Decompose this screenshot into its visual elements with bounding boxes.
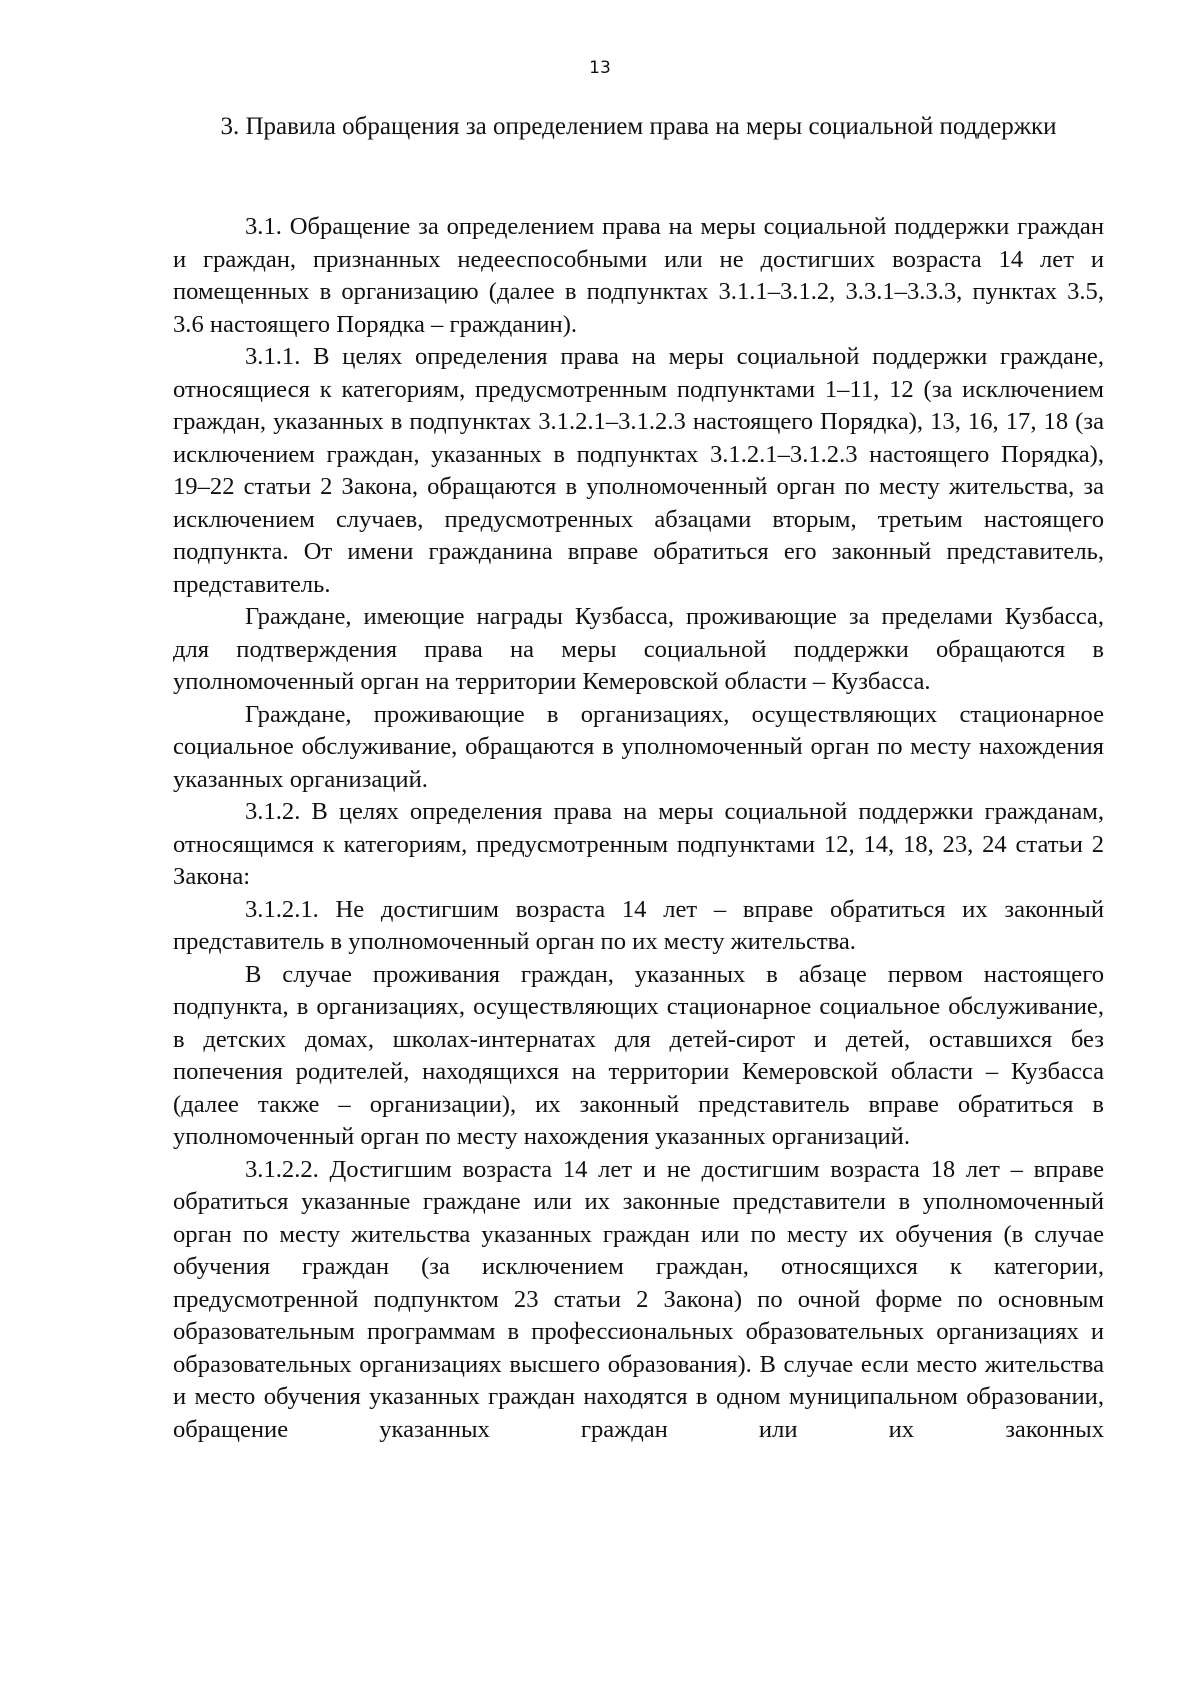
paragraph-3-1-1: 3.1.1. В целях определения права на меры социальной поддержки граждане, относящиеся к категориям, предусмотренным подпунктами 1–11, 12 (за исключением граждан, указанных в подпунктах 3.1.2.1–3.1.2.3 настоящего Порядка), 13, 16, 17, 18 (за исключением граждан, указанных в подпунктах 3.1.2.1–3.1.2.3 настоящего Порядка), 19–22 статьи 2 Закона, обращаются в уполномоченный орган по месту жительства, за исключением случаев, предусмотренных абзацами вторым, третьим настоящего подпункта. От имени гражданина вправе обратиться его законный представитель, представитель. bbox=[173, 343, 1104, 598]
paragraph-awards-kuzbass: Граждане, имеющие награды Кузбасса, проживающие за пределами Кузбасса, для подтверждения права на меры социальной поддержки обращаются в уполномоченный орган на территории Кемеровской области – Кузбасса. bbox=[173, 603, 1104, 695]
paragraph-organizations: В случае проживания граждан, указанных в абзаце первом настоящего подпункта, в организациях, осуществляющих стационарное социальное обслуживание, в детских домах, школах-интернатах для детей-сирот и детей, оставшихся без попечения родителей, находящихся на территории Кемеровской области – Кузбасса (далее также – организации), их законный представитель вправе обратиться в уполномоченный орган по месту нахождения указанных организаций. bbox=[173, 960, 1104, 1150]
paragraph-stationary-care: Граждане, проживающие в организациях, осуществляющих стационарное социальное обслуживание, обращаются в уполномоченный орган по месту нахождения указанных организаций. bbox=[173, 700, 1104, 793]
paragraph-3-1-2: 3.1.2. В целях определения права на меры социальной поддержки гражданам, относящимся к категориям, предусмотренным подпунктами 12, 14, 18, 23, 24 статьи 2 Закона: bbox=[173, 798, 1104, 890]
document-body bbox=[173, 211, 1104, 1446]
paragraph-3-1-2-2: 3.1.2.2. Достигшим возраста 14 лет и не достигшим возраста 18 лет – вправе обратиться указанные граждане или их законные представители в уполномоченный орган по месту жительства указанных граждан или по месту их обучения (в случае обучения граждан (за исключением граждан, относящихся к категории, предусмотренной подпунктом 23 статьи 2 Закона) по очной форме по основным образовательным программам в профессиональных образовательных организациях и образовательных организациях высшего образования). В случае если место жительства и место обучения указанных граждан находятся в одном муниципальном образовании, обращение указанных граждан или их законных bbox=[173, 1155, 1104, 1443]
paragraph-3-1: 3.1. Обращение за определением права на меры социальной поддержки граждан и граждан, признанных недееспособными или не достигших возраста 14 лет и помещенных в организацию (далее в подпунктах 3.1.1–3.1.2, 3.3.1–3.3.3, пунктах 3.5, 3.6 настоящего Порядка – гражданин). bbox=[173, 213, 1104, 338]
section-heading: 3. Правила обращения за определением права на меры социальной поддержки bbox=[220, 113, 1057, 140]
page-number: 13 bbox=[589, 58, 611, 78]
paragraph-3-1-2-1: 3.1.2.1. Не достигшим возраста 14 лет – вправе обратиться их законный представитель в уполномоченный орган по их месту жительства. bbox=[173, 895, 1104, 955]
